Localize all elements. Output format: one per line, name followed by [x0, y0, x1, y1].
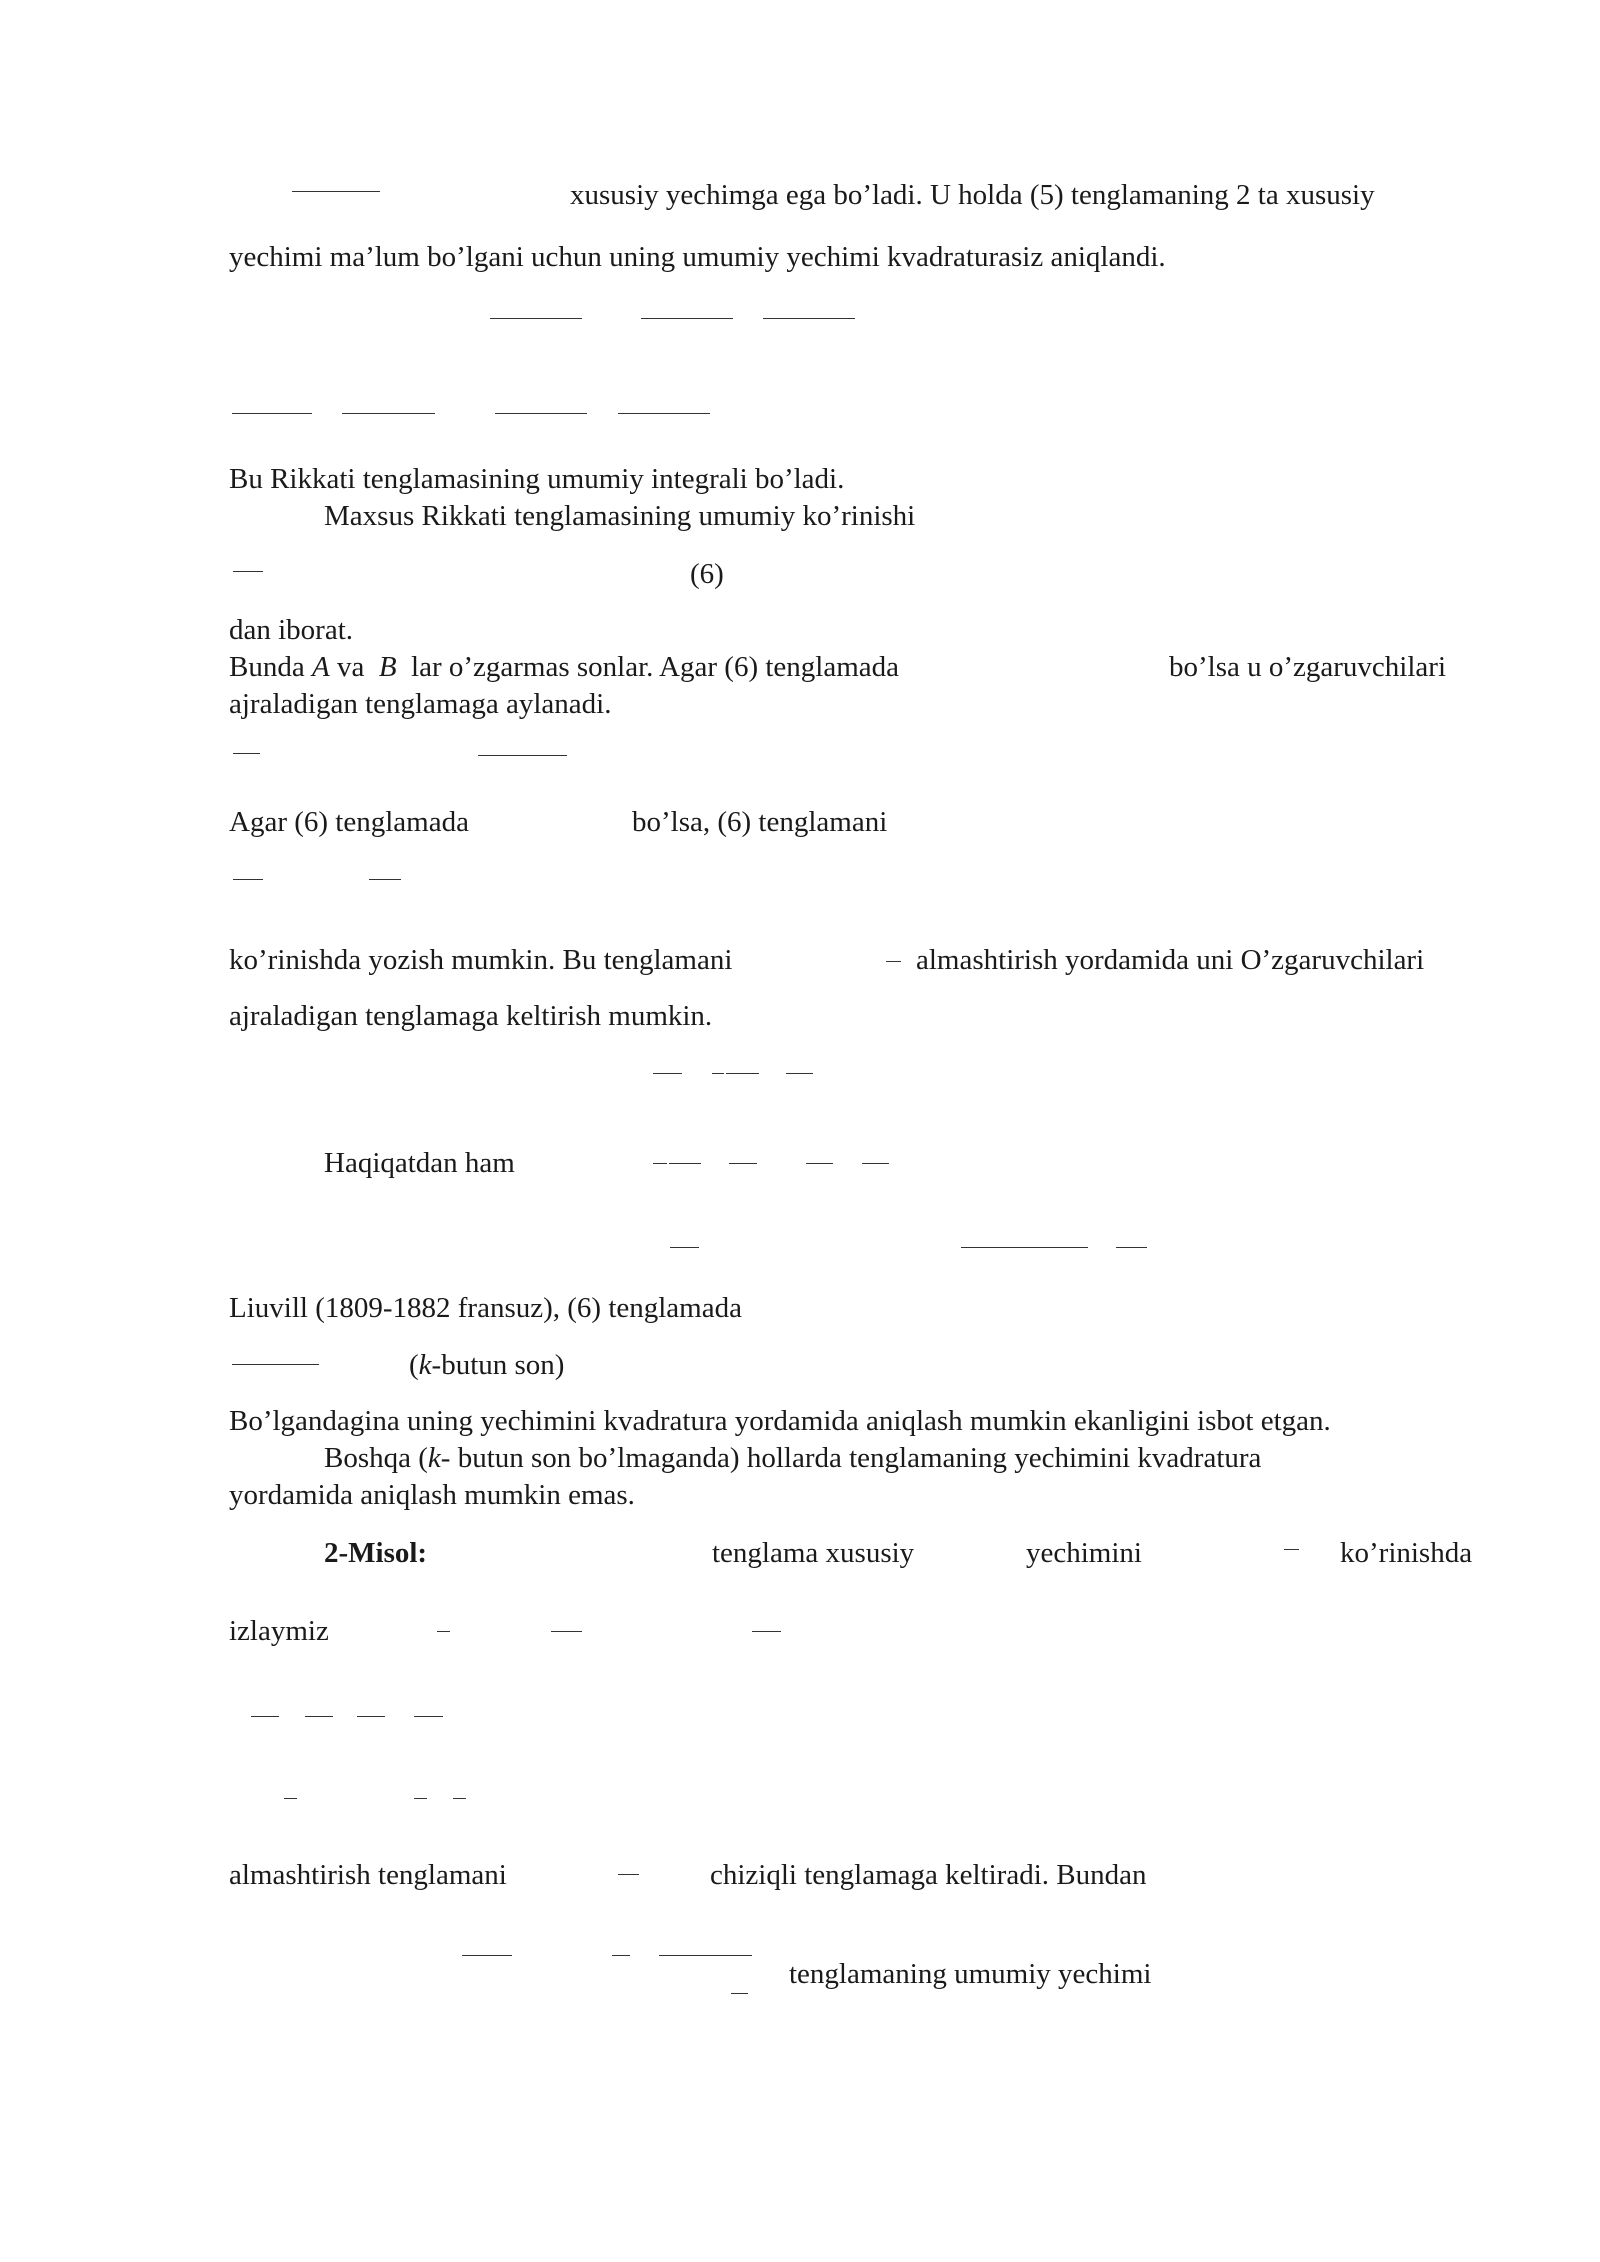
fraction-bar	[731, 1993, 748, 1994]
text-line: Haqiqatdan ham	[324, 1147, 515, 1179]
text-line: Agar (6) tenglamada	[229, 806, 469, 838]
fraction-bar	[305, 1716, 333, 1717]
fraction-bar	[232, 413, 312, 414]
text-segment: lar o’zgarmas sonlar. Agar (6) tenglamada	[411, 651, 900, 683]
fraction-bar	[653, 1163, 667, 1164]
fraction-bar	[233, 879, 263, 880]
text-line: Liuvill (1809-1882 fransuz), (6) tenglamada	[229, 1292, 742, 1324]
text-line	[409, 1348, 564, 1383]
text-segment: Boshqa (	[324, 1442, 428, 1474]
fraction-bar	[495, 413, 587, 414]
fraction-bar	[233, 571, 263, 572]
text-line: yechimi ma’lum bo’lgani uchun uning umumiy yechimi kvadraturasiz aniqlandi.	[229, 241, 1166, 273]
fraction-bar	[862, 1163, 889, 1164]
math-var: k	[418, 1349, 432, 1381]
text-line: chiziqli tenglamaga keltiradi. Bundan	[710, 1859, 1147, 1891]
fraction-bar	[414, 1798, 427, 1799]
fraction-bar	[669, 1163, 701, 1164]
text-line: almashtirish yordamida uni O’zgaruvchilari	[916, 944, 1425, 976]
text-line: Maxsus Rikkati tenglamasining umumiy ko’rinishi	[324, 500, 916, 532]
text-line: xususiy yechimga ega bo’ladi. U holda (5) tenglamaning 2 ta xususiy	[570, 179, 1375, 211]
fraction-bar	[357, 1716, 385, 1717]
example-heading: 2-Misol:	[324, 1537, 428, 1569]
fraction-bar	[752, 1631, 781, 1632]
fraction-bar	[414, 1716, 443, 1717]
fraction-bar	[786, 1073, 813, 1074]
text-line: ajraladigan tenglamaga keltirish mumkin.	[229, 1000, 713, 1032]
fraction-bar	[233, 753, 260, 754]
text-segment: Bunda	[229, 651, 305, 683]
text-line: dan iborat.	[229, 614, 354, 646]
equation-number: (6)	[690, 558, 724, 590]
text-line: bo’lsa u o’zgaruvchilari	[1169, 651, 1447, 683]
fraction-bar	[462, 1955, 512, 1956]
fraction-bar	[763, 318, 855, 319]
fraction-bar	[1284, 1549, 1299, 1550]
math-var: B	[378, 651, 397, 683]
fraction-bar	[453, 1798, 466, 1799]
fraction-bar	[232, 1364, 319, 1365]
text-line: bo’lsa, (6) tenglamani	[632, 806, 888, 838]
fraction-bar	[490, 318, 582, 319]
fraction-bar	[618, 413, 710, 414]
text-line: tenglamaning umumiy yechimi	[789, 1958, 1152, 1990]
fraction-bar	[641, 318, 733, 319]
fraction-bar	[712, 1073, 724, 1074]
fraction-bar	[618, 1874, 639, 1875]
fraction-bar	[726, 1073, 759, 1074]
text-line: ko’rinishda yozish mumkin. Bu tenglamani	[229, 944, 733, 976]
math-var: A	[311, 651, 330, 683]
text-segment: va	[336, 651, 365, 683]
fraction-bar	[1116, 1247, 1147, 1248]
text-line: Bu Rikkati tenglamasining umumiy integrali bo’ladi.	[229, 463, 845, 495]
fraction-bar	[437, 1631, 450, 1632]
fraction-bar	[806, 1163, 833, 1164]
text-line: yordamida aniqlash mumkin emas.	[229, 1479, 635, 1511]
text-segment: -butun son)	[431, 1349, 565, 1381]
text-line: almashtirish tenglamani	[229, 1859, 507, 1891]
text-line: tenglama xususiy	[712, 1537, 915, 1569]
fraction-bar	[292, 191, 380, 192]
fraction-bar	[251, 1716, 279, 1717]
fraction-bar	[478, 755, 567, 756]
fraction-bar	[612, 1955, 630, 1956]
fraction-bar	[369, 879, 401, 880]
fraction-bar	[551, 1631, 582, 1632]
text-line: yechimini	[1026, 1537, 1142, 1569]
fraction-bar	[670, 1247, 699, 1248]
fraction-bar	[284, 1798, 297, 1799]
fraction-bar	[961, 1247, 1088, 1248]
text-line: Bo’lgandagina uning yechimini kvadratura yordamida aniqlash mumkin ekanligini isbot etgan.	[229, 1405, 1331, 1437]
text-segment: - butun son bo’lmaganda) hollarda tenglamaning yechimini kvadratura	[440, 1442, 1262, 1474]
fraction-bar	[342, 413, 435, 414]
fraction-bar	[729, 1163, 757, 1164]
text-line: izlaymiz	[229, 1615, 329, 1647]
fraction-bar	[886, 961, 901, 962]
fraction-bar	[659, 1955, 752, 1956]
text-segment: (	[409, 1349, 419, 1381]
text-line	[229, 650, 899, 685]
math-var: k	[427, 1442, 441, 1474]
text-line: ko’rinishda	[1340, 1537, 1473, 1569]
fraction-bar	[653, 1073, 682, 1074]
text-line	[324, 1441, 1261, 1476]
text-line: ajraladigan tenglamaga aylanadi.	[229, 688, 612, 720]
